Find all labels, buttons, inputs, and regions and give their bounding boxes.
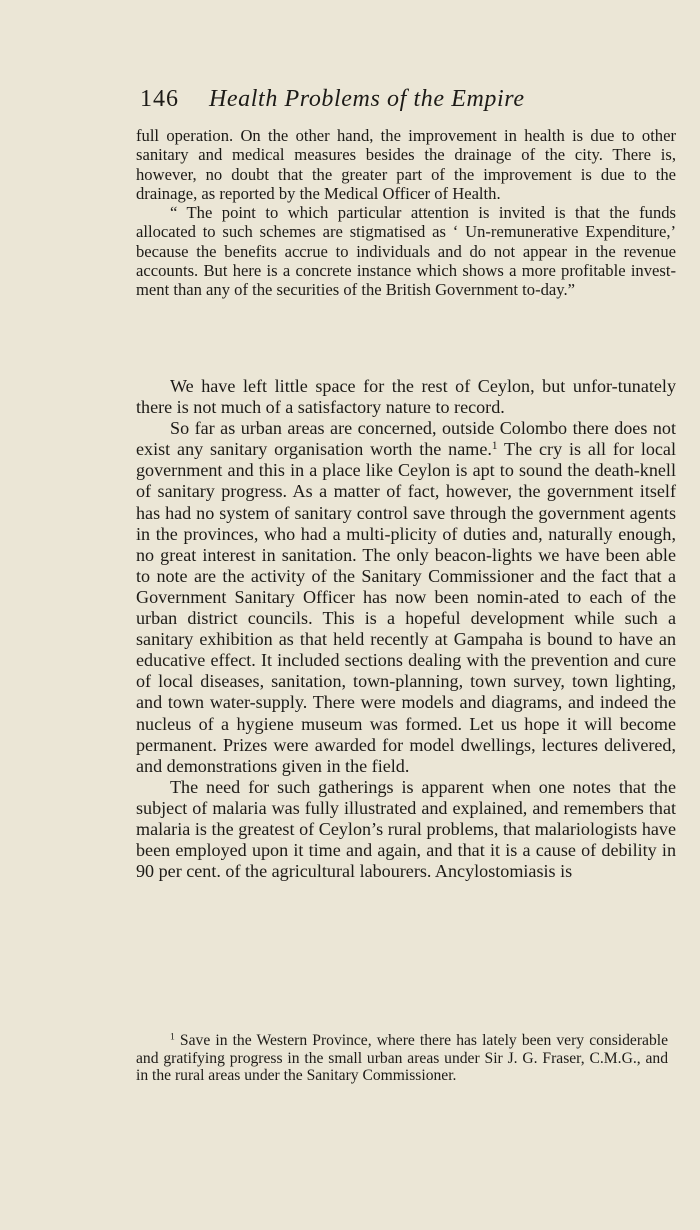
paragraph-3: The need for such gatherings is apparent when one notes that the subject of malaria was fully illustrated and explained, and remembers that malaria is the greatest of Ceylon’s rural problems, that malariologists have been employed upon it time and again, and that it is a cause of debility in 90 per cent. of the agricultural labourers. Ancylostomiasis is: [136, 776, 676, 882]
paragraph-2: [136, 418, 676, 777]
quote-paragraph-2: “ The point to which particular attention is invited is that the funds allocated to such schemes are stigmatised as ‘ Un-remunerative Expenditure,’ because the benefits accrue to individuals and do not appear in the revenue accounts. But here is a concrete instance which shows a more profitable invest-ment than any of the securities of the British Government to-day.”: [136, 203, 676, 300]
footnote-marker: 1: [170, 1031, 175, 1043]
quoted-passage: [136, 126, 676, 300]
paragraph-2-rest: The cry is all for local government and this in a place like Ceylon is apt to sound the death-knell of sanitary progress. As a matter of fact, however, the government itself has had no system of sanitary control save through the government agents in the provinces, who had a multi-plicity of duties and, naturally enough, no great interest in sanitation. The only beacon-lights we have been able to note are the activity of the Sanitary Commissioner and the fact that a Government Sanitary Officer has now been nomin-ated to each of the urban district councils. This is a hopeful development while such a sanitary exhibition as that held recently at Gampaha is bound to have an educative effect. It included sections dealing with the prevention and cure of local diseases, sanitation, town-planning, town survey, town lighting, and town water-supply. There were models and diagrams, and indeed the nucleus of a hygiene museum was formed. Let us hope it will become permanent. Prizes were awarded for model dwellings, lectures delivered, and demonstrations given in the field.: [136, 439, 676, 776]
page-header: [140, 86, 580, 113]
page-number: 146: [140, 86, 179, 112]
paragraph-2-start: So far as urban areas are concerned, outside Colombo there does not exist any sanitary organisation worth the name.: [136, 418, 676, 460]
paragraph-1: We have left little space for the rest of Ceylon, but unfor-tunately there is not much of a satisfactory nature to record.: [136, 376, 676, 418]
main-text: [136, 376, 676, 882]
running-title: Health Problems of the Empire: [209, 86, 525, 112]
footnote: [136, 1032, 668, 1085]
footnote-paragraph: [136, 1032, 668, 1085]
footnote-text: Save in the Western Province, where there has lately been very considerable and gratifying progress in the small urban areas under Sir J. G. Fraser, C.M.G., and in the rural areas under the Sanitary Commissioner.: [136, 1032, 668, 1085]
footnote-reference: 1: [491, 440, 498, 453]
quote-paragraph-1: full operation. On the other hand, the improvement in health is due to other sanitary and medical measures besides the drainage of the city. There is, however, no doubt that the greater part of the improvement is due to the drainage, as reported by the Medical Officer of Health.: [136, 126, 676, 203]
